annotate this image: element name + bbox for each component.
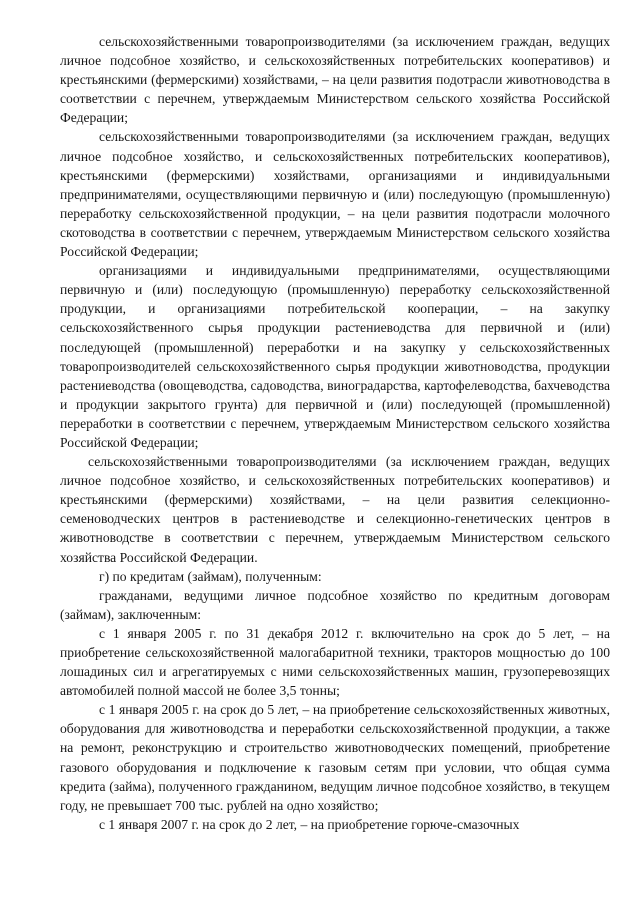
paragraph-machinery: с 1 января 2005 г. по 31 декабря 2012 г. включительно на срок до 5 лет, – на приобретение сельскохозяйственной малогабаритной техники, тракторов мощностью до 100 лошадиных сил и агрегатируемых с ними сельскохозяйственных машин, грузоперевозящих автомобилей полной массой не более 3,5 тонны; bbox=[60, 625, 610, 699]
paragraph-processing: организациями и индивидуальными предпринимателями, осуществляющими первичную и (или) последующую (промышленную) переработку сельскохозяйственной продукции, и организациями потребительской кооперации, – на закупку сельскохозяйственного сырья продукции растениеводства для первичной и (или) последующей (промышленной) переработки и на закупку у сельскохозяйственных товаропроизводителей сельскохозяйственного сырья продукции животноводства, продукции растениеводства (овощеводства, садоводства, виноградарства, картофелеводства, бахчеводства и продукции закрытого грунта) для первичной и (или) последующей (промышленной) переработки в соответствии с перечнем, утверждаемым Министерством сельского хозяйства Российской Федерации; bbox=[60, 263, 610, 450]
paragraph-livestock: сельскохозяйственными товаропроизводителями (за исключением граждан, ведущих личное подсобное хозяйство, и сельскохозяйственных потребительских кооперативов) и крестьянскими (фермерскими) хозяйствами, – на цели развития подотрасли животноводства в соответствии с перечнем, утверждаемым Министерством сельского хозяйства Российской Федерации; bbox=[60, 34, 610, 126]
paragraph-private-households: гражданами, ведущими личное подсобное хозяйство по кредитным договорам (займам), заключенным: bbox=[60, 587, 610, 622]
paragraph-fuel: с 1 января 2007 г. на срок до 2 лет, – на приобретение горюче-смазочных bbox=[99, 816, 520, 832]
paragraph-animals-equipment: с 1 января 2005 г. на срок до 5 лет, – на приобретение сельскохозяйственных животных, оборудования для животноводства и переработки сельскохозяйственной продукции, а также на ремонт, реконструкцию и строительство животноводческих помещений, приобретение газового оборудования и подключение к газовым сетям при условии, что общая сумма кредита (займа), полученного гражданином, ведущим личное подсобное хозяйство, в текущем году, не превышает 700 тыс. рублей на одно хозяйство; bbox=[60, 702, 610, 813]
paragraph-selection-centers: сельскохозяйственными товаропроизводителями (за исключением граждан, ведущих личное подсобное хозяйство, и сельскохозяйственных потребительских кооперативов) и крестьянскими (фермерскими) хозяйствами, – на цели развития селекционно-семеноводческих центров в растениеводстве и селекционно-генетических центров в животноводстве в соответствии с перечнем, утверждаемым Министерством сельского хозяйства Российской Федерации. bbox=[60, 454, 610, 565]
paragraph-dairy: сельскохозяйственными товаропроизводителями (за исключением граждан, ведущих личное подсобное хозяйство, и сельскохозяйственных потребительских кооперативов), крестьянскими (фермерскими) хозяйствами, организациями и индивидуальными предпринимателями, осуществляющими первичную и (или) последующую (промышленную) переработку сельскохозяйственной продукции, – на цели развития подотрасли молочного скотоводства в соответствии с перечнем, утверждаемым Министерством сельского хозяйства Российской Федерации; bbox=[60, 129, 610, 260]
paragraph-item-g: г) по кредитам (займам), полученным: bbox=[99, 568, 322, 584]
document-page bbox=[60, 32, 610, 834]
